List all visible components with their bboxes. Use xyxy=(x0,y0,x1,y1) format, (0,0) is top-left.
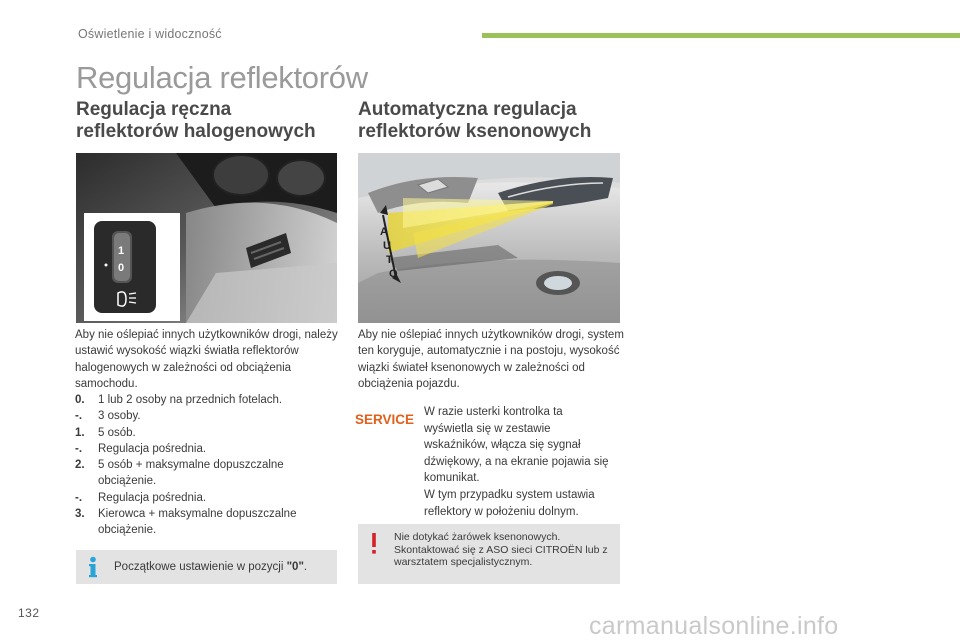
section-label: Oświetlenie i widoczność xyxy=(78,27,222,41)
car-headlamp-photo xyxy=(358,153,620,323)
right-intro: Aby nie oślepiać innych użytkowników drogi, system ten koryguje, automatycznie i na postoju, wysokość wiązki świateł ksenonowych w zależności od obciążenia pojazdu. xyxy=(358,329,624,390)
service-warning-icon xyxy=(354,410,415,428)
list-item: -. Regulacja pośrednia. xyxy=(75,442,207,455)
section-accent-bar xyxy=(482,33,960,38)
auto-letter-t: T xyxy=(386,254,393,266)
watermark: carmanualsonline.info xyxy=(589,612,839,640)
info-value: "0" xyxy=(286,561,304,573)
info-icon xyxy=(86,556,100,578)
auto-letter-a: A xyxy=(380,226,388,238)
knob-label-0: 0 xyxy=(118,262,125,274)
left-heading-line1: Regulacja ręczna xyxy=(76,99,232,120)
knob-label-1: 1 xyxy=(118,245,125,257)
left-intro: Aby nie oślepiać innych użytkowników drogi, należy ustawić wysokość wiązki światła reflektorów halogenowych w zależności od obciążenia samochodu. xyxy=(75,329,338,390)
list-item: -. Regulacja pośrednia. xyxy=(75,491,207,504)
right-heading-line1: Automatyczna regulacja xyxy=(358,99,577,120)
service-text-fallback: W tym przypadku system ustawia reflektory w położeniu dolnym. xyxy=(424,488,595,518)
page-number: 132 xyxy=(18,606,40,620)
load-positions-list xyxy=(75,392,345,539)
list-item: -. 3 osoby. xyxy=(75,410,141,423)
warning-box xyxy=(358,524,620,584)
right-heading-line2: reflektorów ksenonowych xyxy=(358,121,592,142)
list-item: 3. Kierowca + maksymalne dopuszczalne obciążenie. xyxy=(75,508,297,537)
list-item: 0. 1 lub 2 osoby na przednich fotelach. xyxy=(75,394,283,406)
dashboard-knob-photo xyxy=(76,153,337,323)
service-badge-label: SERVICE xyxy=(354,412,415,427)
list-item: 1. 5 osób. xyxy=(75,426,136,439)
auto-letter-u: U xyxy=(383,240,391,252)
page-title: Regulacja reflektorów xyxy=(76,60,368,95)
left-heading xyxy=(76,99,356,143)
service-text xyxy=(424,404,614,520)
info-text: Początkowe ustawienie w pozycji "0". xyxy=(114,561,308,573)
list-item: 2. 5 osób + maksymalne dopuszczalne obciążenie. xyxy=(75,459,284,488)
service-text-fault: W razie usterki kontrolka ta wyświetla się w zestawie wskaźników, włącza się sygnał dźwiękowy, a na ekranie pojawia się komunikat. xyxy=(424,406,609,485)
info-box xyxy=(76,550,337,584)
right-heading xyxy=(358,99,638,143)
exclamation-icon xyxy=(370,533,378,555)
left-heading-line2: reflektorów halogenowych xyxy=(76,121,316,142)
auto-letter-o: O xyxy=(389,268,398,280)
warning-text: Nie dotykać żarówek ksenonowych. Skontaktować się z ASO sieci CITROËN lub z warsztatem specjalistycznym. xyxy=(394,531,608,569)
